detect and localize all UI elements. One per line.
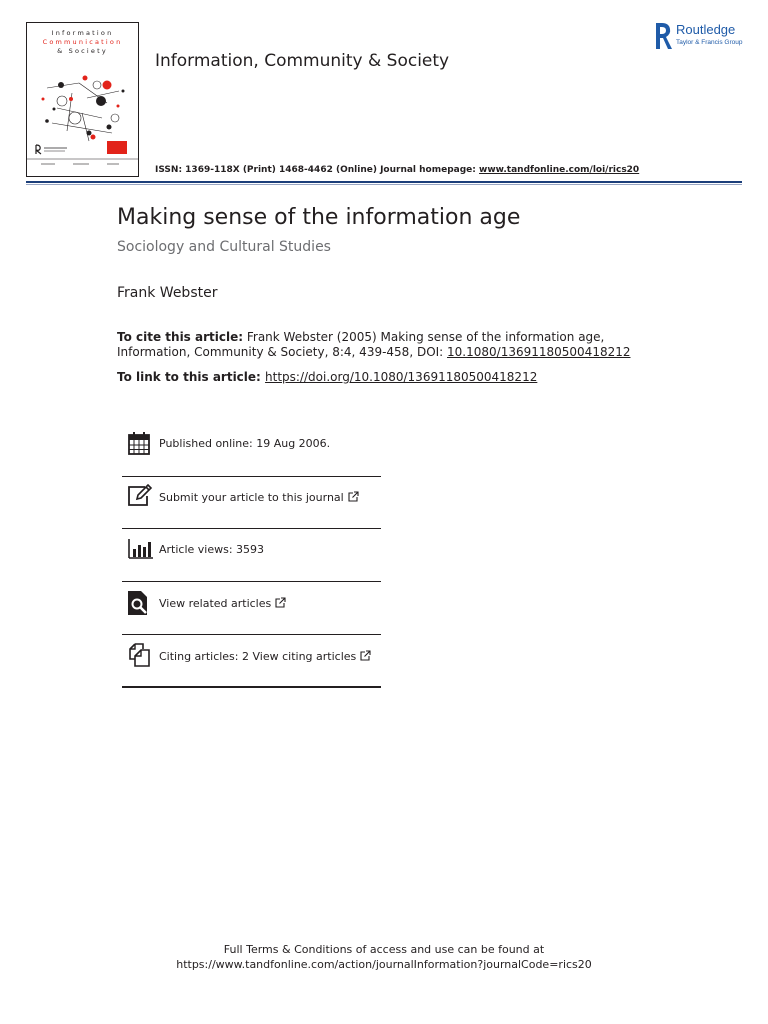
external-link-icon bbox=[360, 650, 371, 661]
citing-articles-label: Citing articles: 2 View citing articles bbox=[159, 650, 357, 663]
submit-article-item[interactable] bbox=[122, 476, 381, 528]
link-label: To link to this article: bbox=[117, 370, 266, 384]
published-online-text: Published online: 19 Aug 2006. bbox=[159, 437, 331, 450]
related-articles-text bbox=[159, 597, 286, 610]
bar-chart-icon bbox=[127, 537, 153, 563]
search-document-icon bbox=[127, 590, 153, 616]
issn-text: ISSN: 1369-118X (Print) 1468-4462 (Online) Journal homepage: bbox=[155, 165, 480, 175]
cover-network-graphic bbox=[27, 23, 138, 176]
header-divider-thin bbox=[26, 184, 742, 185]
logo-name: Routledge bbox=[676, 22, 736, 37]
external-link-icon bbox=[275, 597, 286, 608]
header-divider bbox=[26, 181, 742, 183]
cite-label: To cite this article: bbox=[117, 330, 244, 344]
logo-subtitle: Taylor & Francis Group bbox=[676, 39, 743, 46]
citing-articles-item[interactable] bbox=[122, 634, 381, 686]
article-views-item bbox=[122, 528, 381, 580]
footer-terms bbox=[0, 942, 768, 972]
footer-line1: Full Terms & Conditions of access and use can be found at bbox=[223, 943, 545, 956]
article-link-line bbox=[117, 370, 537, 384]
external-link-icon bbox=[348, 491, 359, 502]
routledge-r-icon bbox=[654, 22, 672, 50]
calendar-icon bbox=[127, 431, 153, 457]
cover-title-line3: & Society bbox=[57, 47, 108, 55]
cite-doi-link[interactable]: 10.1080/13691180500418212 bbox=[447, 345, 631, 359]
cover-title-line2: Communication bbox=[42, 38, 123, 46]
citation-block bbox=[117, 330, 657, 360]
divider bbox=[122, 686, 381, 688]
submit-article-text bbox=[159, 491, 359, 504]
edit-icon bbox=[127, 484, 153, 510]
journal-homepage-link[interactable]: www.tandfonline.com/loi/rics20 bbox=[479, 165, 640, 175]
article-views-text: Article views: 3593 bbox=[159, 543, 265, 556]
related-articles-item[interactable] bbox=[122, 581, 381, 633]
article-author: Frank Webster bbox=[117, 285, 218, 301]
footer-terms-link[interactable]: https://www.tandfonline.com/action/journalInformation?journalCode=rics20 bbox=[176, 958, 592, 971]
submit-article-label: Submit your article to this journal bbox=[159, 491, 344, 504]
cover-title-line1: Information bbox=[51, 29, 114, 37]
published-online-item bbox=[122, 420, 381, 472]
article-subtitle: Sociology and Cultural Studies bbox=[117, 239, 331, 255]
related-articles-label: View related articles bbox=[159, 597, 272, 610]
citing-articles-text bbox=[159, 650, 371, 663]
cite-text: Frank Webster (2005) Making sense of the information age, Information, Community & Society, 8:4, 439-458, DOI: bbox=[117, 330, 605, 359]
issn-line bbox=[155, 165, 639, 175]
article-doi-link[interactable]: https://doi.org/10.1080/13691180500418212 bbox=[265, 370, 538, 384]
article-title: Making sense of the information age bbox=[117, 205, 521, 230]
citing-articles-icon bbox=[127, 643, 153, 669]
journal-title: Information, Community & Society bbox=[155, 51, 450, 71]
journal-cover-image bbox=[26, 22, 139, 177]
